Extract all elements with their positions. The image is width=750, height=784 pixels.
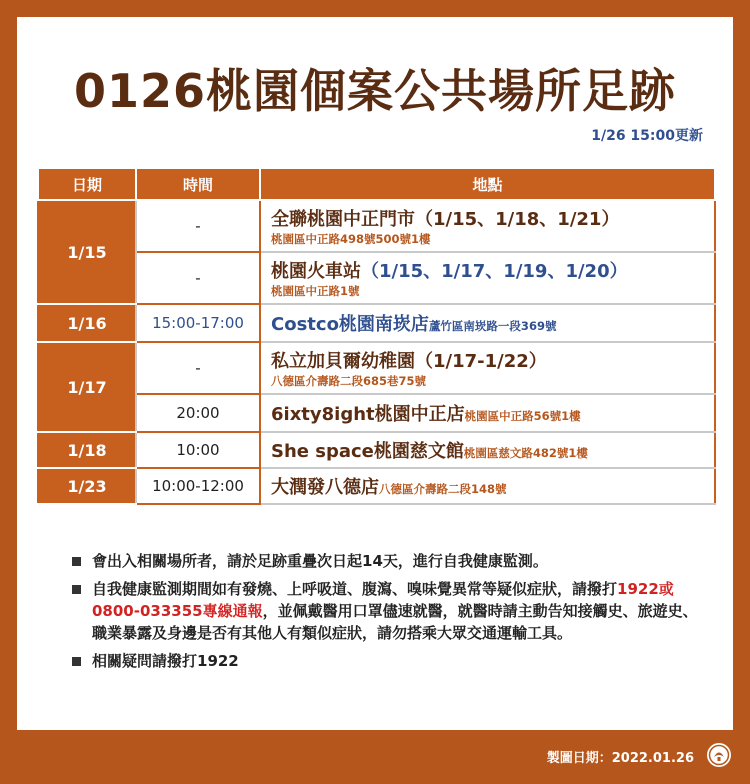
footprint-table bbox=[37, 167, 716, 505]
square-bullet-icon bbox=[72, 657, 81, 666]
place-cell bbox=[260, 342, 715, 394]
place-cell bbox=[260, 394, 715, 432]
header-place: 地點 bbox=[260, 168, 715, 200]
place-cell bbox=[260, 468, 715, 504]
place-dates: （1/17-1/22） bbox=[415, 351, 547, 372]
table-row bbox=[38, 200, 715, 252]
place-dates: （1/15、1/18、1/21） bbox=[415, 209, 620, 230]
place-address: 桃園區慈文路482號1樓 bbox=[463, 446, 588, 460]
time-cell: 10:00 bbox=[136, 432, 260, 468]
time-cell: - bbox=[136, 200, 260, 252]
square-bullet-icon bbox=[72, 557, 81, 566]
place-name: 6ixty8ight桃園中正店 bbox=[271, 404, 465, 425]
place-address: 八德區介壽路二段685巷75號 bbox=[271, 374, 427, 388]
note-text: 自我健康監測期間如有發燒、上呼吸道、腹瀉、嗅味覺異常等疑似症狀，請撥打 bbox=[92, 580, 618, 598]
place-cell bbox=[260, 252, 715, 304]
place-cell bbox=[260, 200, 715, 252]
place-name: She space桃園慈文館 bbox=[271, 441, 464, 462]
place-name: 桃園火車站 bbox=[271, 261, 361, 282]
place-address: 桃園區中正路1號 bbox=[271, 284, 360, 298]
place-cell bbox=[260, 304, 715, 342]
table-row bbox=[38, 468, 715, 504]
table-row bbox=[38, 394, 715, 432]
place-address: 桃園區中正路56號1樓 bbox=[464, 409, 581, 423]
update-time: 1/26 15:00更新 bbox=[591, 128, 703, 144]
date-cell: 1/18 bbox=[38, 432, 136, 468]
time-cell: - bbox=[136, 342, 260, 394]
time-cell: 20:00 bbox=[136, 394, 260, 432]
place-name: 私立加貝爾幼稚園 bbox=[271, 351, 415, 372]
poster-card bbox=[17, 17, 733, 730]
note-item bbox=[72, 650, 712, 672]
city-seal-icon bbox=[706, 742, 732, 768]
note-text: ，並佩戴醫用口罩儘速就醫，就醫時請主動告知接觸史、旅遊史、職業暴露及身邊是否有其他人有類似症狀，請勿搭乘大眾交通運輸工具。 bbox=[92, 602, 698, 642]
header-date: 日期 bbox=[38, 168, 136, 200]
place-dates: （1/15、1/17、1/19、1/20） bbox=[361, 261, 628, 282]
time-cell: - bbox=[136, 252, 260, 304]
page-title: 0126桃園個案公共場所足跡 bbox=[73, 64, 677, 118]
table-row bbox=[38, 432, 715, 468]
date-cell: 1/23 bbox=[38, 468, 136, 504]
date-cell: 1/16 bbox=[38, 304, 136, 342]
time-cell: 10:00-12:00 bbox=[136, 468, 260, 504]
note-text: 相關疑問請撥打1922 bbox=[92, 652, 239, 670]
table-row bbox=[38, 342, 715, 394]
place-address: 八德區介壽路二段148號 bbox=[379, 482, 507, 496]
table-header-row bbox=[38, 168, 715, 200]
hotline-highlight: 1922或0800-033355專線通報 bbox=[92, 580, 674, 620]
place-name: 大潤發八德店 bbox=[271, 477, 379, 498]
place-cell bbox=[260, 432, 715, 468]
date-cell: 1/15 bbox=[38, 200, 136, 304]
place-name: Costco桃園南崁店 bbox=[271, 314, 429, 335]
date-cell: 1/17 bbox=[38, 342, 136, 432]
place-address: 桃園區中正路498號500號1樓 bbox=[271, 232, 431, 246]
place-name: 全聯桃園中正門市 bbox=[271, 209, 415, 230]
table-row bbox=[38, 304, 715, 342]
place-address: 蘆竹區南崁路一段369號 bbox=[428, 319, 557, 333]
production-date: 製圖日期：2022.01.26 bbox=[546, 751, 694, 766]
time-cell: 15:00-17:00 bbox=[136, 304, 260, 342]
note-item bbox=[72, 550, 712, 572]
table-row bbox=[38, 252, 715, 304]
header-time: 時間 bbox=[136, 168, 260, 200]
square-bullet-icon bbox=[72, 585, 81, 594]
notes-list bbox=[72, 550, 712, 678]
note-item bbox=[72, 578, 712, 644]
note-text: 會出入相關場所者，請於足跡重疊次日起14天，進行自我健康監測。 bbox=[92, 552, 548, 570]
